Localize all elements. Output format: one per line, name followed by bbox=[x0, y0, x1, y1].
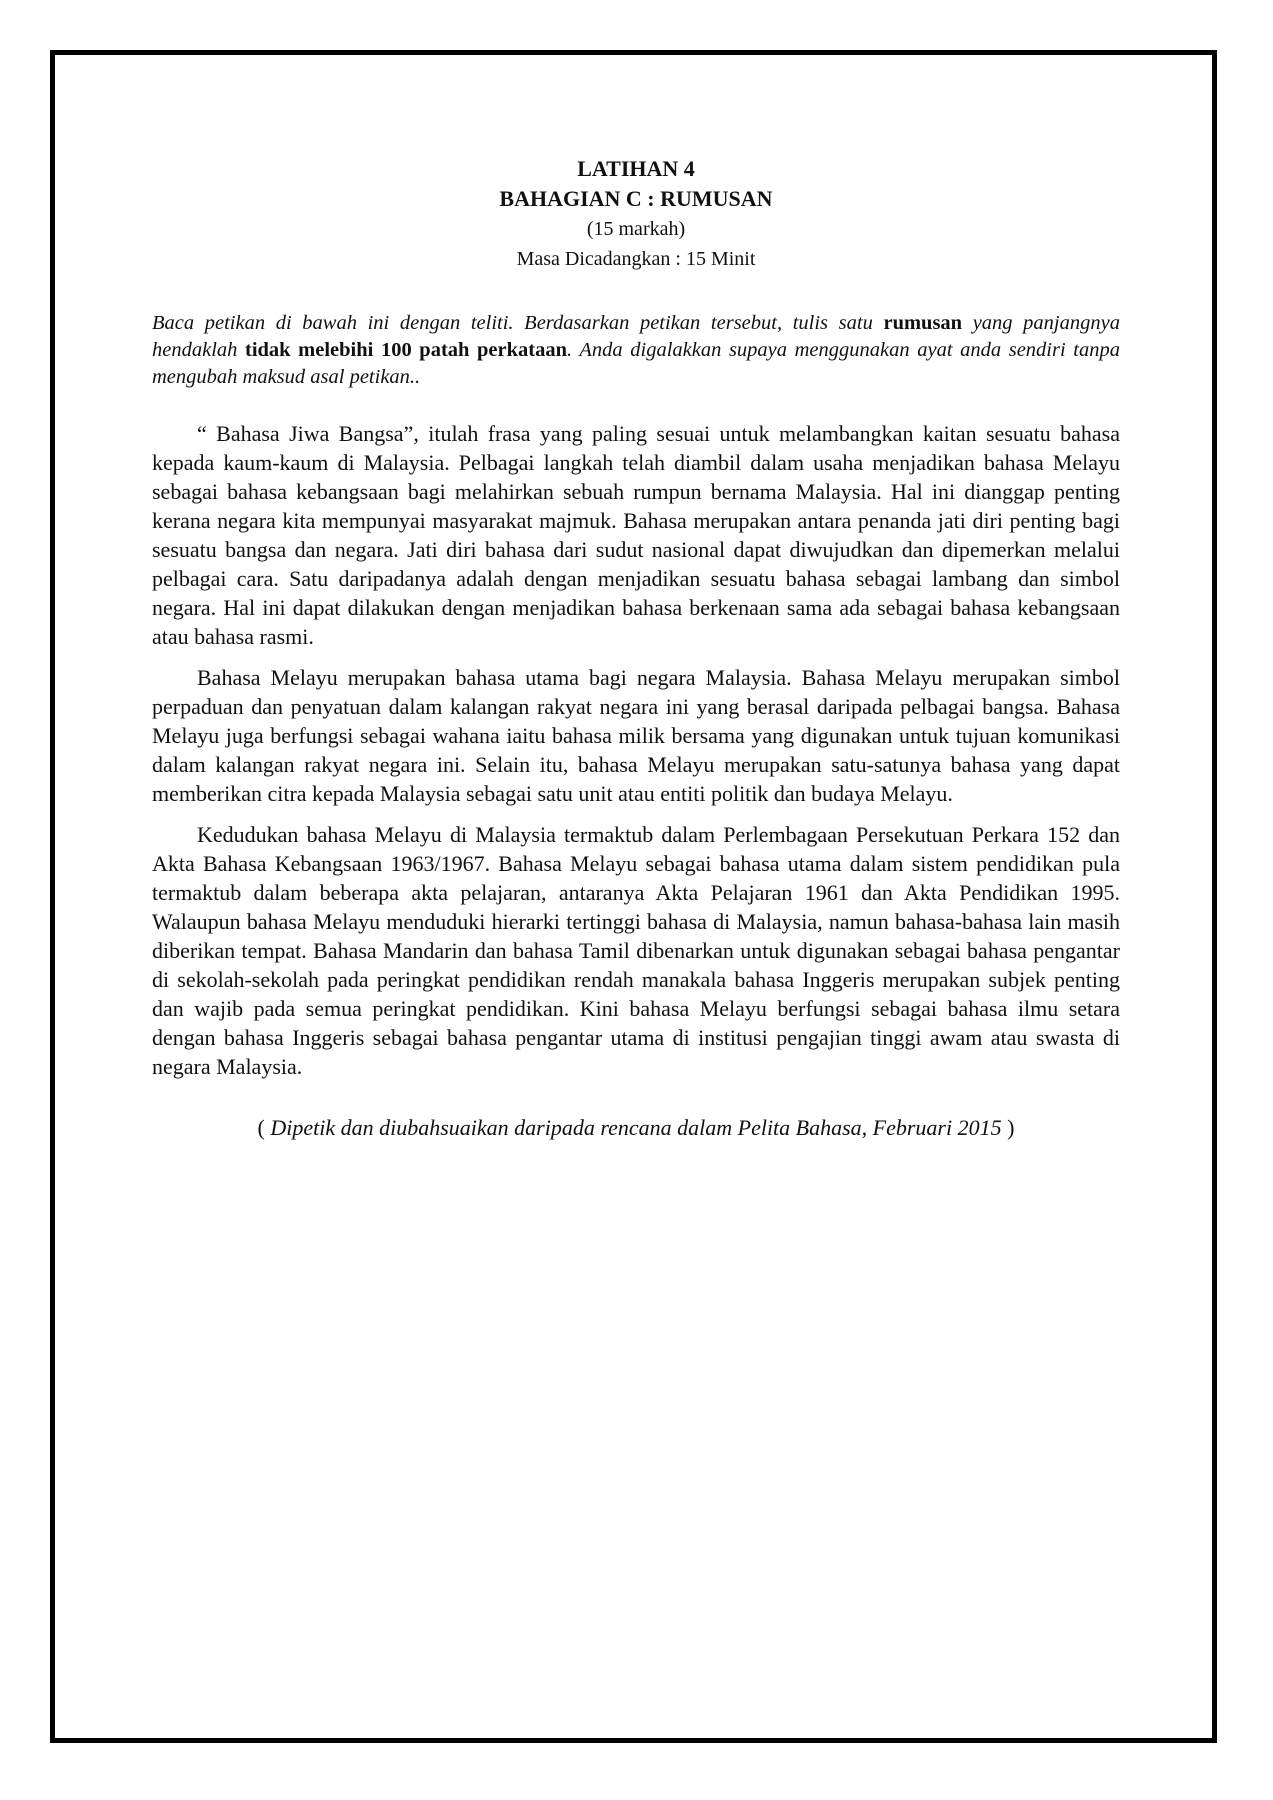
header bbox=[152, 154, 1120, 274]
instructions-bold-1: rumusan bbox=[883, 312, 963, 334]
document-body bbox=[152, 154, 1120, 1142]
section-title: BAHAGIAN C : RUMUSAN bbox=[499, 186, 773, 211]
instructions-part-3: . Anda digalakkan supaya menggunakan ayat anda sendiri tanpa mengubah maksud asal petikan.. bbox=[152, 339, 1120, 388]
source-open-paren: ( bbox=[257, 1115, 271, 1140]
instructions bbox=[152, 310, 1120, 391]
marks-label: (15 markah) bbox=[586, 218, 686, 240]
source-citation bbox=[152, 1113, 1120, 1142]
passage-paragraph-3: Kedudukan bahasa Melayu di Malaysia termaktub dalam Perlembagaan Persekutuan Perkara 152 dan Akta Bahasa Kebangsaan 1963/1967. Bahasa Melayu sebagai bahasa utama dalam sistem pendidikan pula termaktub dalam beberapa akta pelajaran, antaranya Akta Pelajaran 1961 dan Akta Pendidikan 1995. Walaupun bahasa Melayu menduduki hierarki tertinggi bahasa di Malaysia, namun bahasa-bahasa lain masih diberikan tempat. Bahasa Mandarin dan bahasa Tamil dibenarkan untuk digunakan sebagai bahasa pengantar di sekolah-sekolah pada peringkat pendidikan rendah manakala bahasa Inggeris merupakan subjek penting dan wajib pada semua peringkat pendidikan. Kini bahasa Melayu berfungsi sebagai bahasa ilmu setara dengan bahasa Inggeris sebagai bahasa pengantar utama di institusi pengajian tinggi awam atau swasta di negara Malaysia. bbox=[152, 822, 1120, 1079]
instructions-bold-2: tidak melebihi 100 patah perkataan bbox=[245, 339, 568, 361]
source-text: Dipetik dan diubahsuaikan daripada rencana dalam Pelita Bahasa, Februari 2015 bbox=[270, 1115, 1002, 1140]
instructions-part-1: Baca petikan di bawah ini dengan teliti. Berdasarkan petikan tersebut, tulis satu bbox=[152, 312, 884, 334]
time-label: Masa Dicadangkan : 15 Minit bbox=[516, 248, 756, 270]
instructions-part-2: yang panjangnya hendaklah bbox=[152, 312, 1120, 361]
exercise-title: LATIHAN 4 bbox=[577, 156, 695, 181]
passage-paragraph-1: “ Bahasa Jiwa Bangsa”, itulah frasa yang paling sesuai untuk melambangkan kaitan sesuatu bahasa kepada kaum-kaum di Malaysia. Pelbagai langkah telah diambil dalam usaha menjadikan bahasa Melayu sebagai bahasa kebangsaan bagi melahirkan sebuah rumpun bernama Malaysia. Hal ini dianggap penting kerana negara kita mempunyai masyarakat majmuk. Bahasa merupakan antara penanda jati diri penting bagi sesuatu bangsa dan negara. Jati diri bahasa dari sudut nasional dapat diwujudkan dan dipemerkan melalui pelbagai cara. Satu daripadanya adalah dengan menjadikan sesuatu bahasa sebagai lambang dan simbol negara. Hal ini dapat dilakukan dengan menjadikan bahasa berkenaan sama ada sebagai bahasa kebangsaan atau bahasa rasmi. bbox=[152, 421, 1120, 649]
passage-paragraph-2: Bahasa Melayu merupakan bahasa utama bagi negara Malaysia. Bahasa Melayu merupakan simbol perpaduan dan penyatuan dalam kalangan rakyat negara ini yang berasal daripada pelbagai bangsa. Bahasa Melayu juga berfungsi sebagai wahana iaitu bahasa milik bersama yang digunakan untuk tujuan komunikasi dalam kalangan rakyat negara ini. Selain itu, bahasa Melayu merupakan satu-satunya bahasa yang dapat memberikan citra kepada Malaysia sebagai satu unit atau entiti politik dan budaya Melayu. bbox=[152, 665, 1120, 806]
passage bbox=[152, 419, 1120, 1081]
source-close-paren: ) bbox=[1001, 1115, 1015, 1140]
